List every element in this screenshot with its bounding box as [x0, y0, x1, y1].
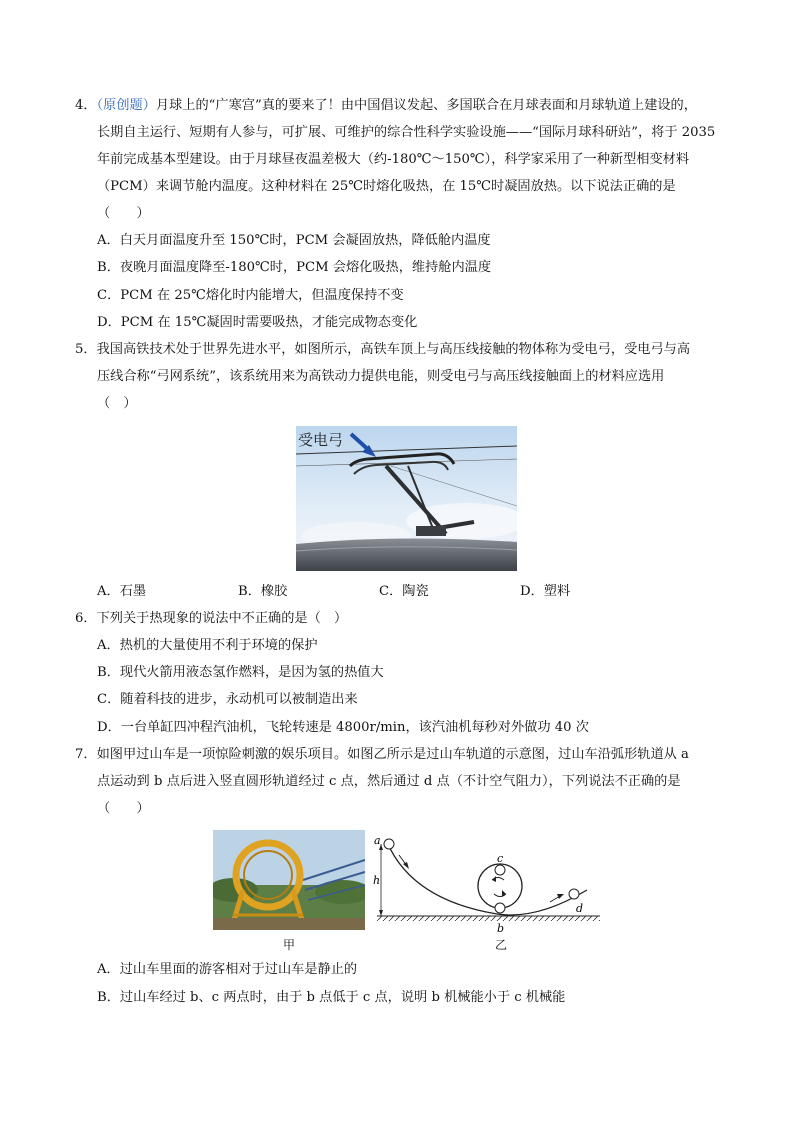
q4-stem-line-3: 年前完成基本型建设。由于月球昼夜温差极大（约-180℃～150℃），科学家采用了一种新型相变材料 [97, 152, 690, 167]
q4-original-tag: （原创题） [96, 98, 156, 113]
q7-stem-line-1: 如图甲过山车是一项惊险刺激的娱乐项目。如图乙所示是过山车轨道的示意图，过山车沿弧形轨道从 a [96, 747, 689, 762]
q7-stem-line-2: 点运动到 b 点后进入竖直圆形轨道经过 c 点，然后通过 d 点（不计空气阻力），下列说法不正确的是 [97, 774, 681, 789]
q5-first-line [75, 340, 690, 360]
q4-number: 4． [75, 98, 97, 113]
q6-option-b: B．现代火箭用液态氢作燃料，是因为氢的热值大 [97, 665, 384, 680]
q5-answer-blank: （ ） [97, 396, 137, 411]
q4-stem-line-1: 月球上的“广寒宫”真的要来了！由中国倡议发起、多国联合在月球表面和月球轨道上建设的， [155, 98, 697, 113]
q5-option-d: D．塑料 [520, 584, 571, 599]
q4-stem-line-2: 长期自主运行、短期有人参与，可扩展、可维护的综合性科学实验设施——“国际月球科研站”，将于 2035 [97, 125, 716, 140]
figure-a-caption: 甲 [283, 938, 296, 952]
q4-stem-line-4: （PCM）来调节舱内温度。这种材料在 25℃时熔化吸热，在 15℃时凝固放热。以下说法正确的是 [97, 179, 676, 194]
label-h: h [373, 874, 381, 887]
q6-option-a: A．热机的大量使用不利于环境的保护 [97, 638, 318, 653]
label-d: d [576, 902, 584, 915]
q5-stem-line-2: 压线合称“弓网系统”，该系统用来为高铁动力提供电能，则受电弓与高压线接触面上的材料应选用 [97, 369, 665, 384]
track-diagram [372, 830, 600, 935]
q6-stem: 下列关于热现象的说法中不正确的是（ ） [96, 611, 348, 626]
label-a: a [374, 834, 381, 847]
roller-coaster-illustration [213, 830, 365, 930]
q7-first-line [75, 745, 689, 765]
q6-option-c: C．随着科技的进步，永动机可以被制造出来 [97, 692, 358, 707]
q7-answer-blank: （ ） [97, 801, 150, 816]
q7-option-a: A．过山车里面的游客相对于过山车是静止的 [97, 962, 358, 977]
q4-option-a: A．白天月面温度升至 150℃时，PCM 会凝固放热，降低舱内温度 [97, 233, 491, 248]
q5-number: 5． [75, 342, 97, 357]
pantograph-photo [296, 426, 517, 571]
q5-option-c: C．陶瓷 [379, 584, 429, 599]
pantograph-label: 受电弓 [298, 431, 344, 449]
label-c: c [497, 852, 504, 865]
q4-option-b: B．夜晚月面温度降至-180℃时，PCM 会熔化吸热，维持舱内温度 [97, 260, 492, 275]
q5-option-a: A．石墨 [97, 584, 147, 599]
figure-b-caption: 乙 [495, 938, 508, 952]
q6-option-d: D．一台单缸四冲程汽油机，飞轮转速是 4800r/min，该汽油机每秒对外做功 40 次 [97, 720, 589, 735]
pantograph-illustration [296, 426, 517, 571]
roller-coaster-photo [213, 830, 365, 930]
q6-number: 6． [75, 611, 97, 626]
q4-option-c: C．PCM 在 25℃熔化时内能增大，但温度保持不变 [97, 288, 404, 303]
q6-first-line [75, 609, 347, 629]
q4-answer-blank: （ ） [97, 206, 150, 221]
q4-option-d: D．PCM 在 15℃凝固时需要吸热，才能完成物态变化 [97, 315, 418, 330]
q7-option-b: B．过山车经过 b、c 两点时，由于 b 点低于 c 点，说明 b 机械能小于 c 机械能 [97, 990, 566, 1005]
q5-stem-line-1: 我国高铁技术处于世界先进水平，如图所示，高铁车顶上与高压线接触的物体称为受电弓，受电弓与高 [96, 342, 691, 357]
q5-option-b: B．橡胶 [238, 584, 288, 599]
coaster-track-diagram [372, 830, 600, 935]
q7-number: 7． [75, 747, 97, 762]
q4-first-line [75, 96, 697, 116]
label-b: b [497, 922, 505, 935]
